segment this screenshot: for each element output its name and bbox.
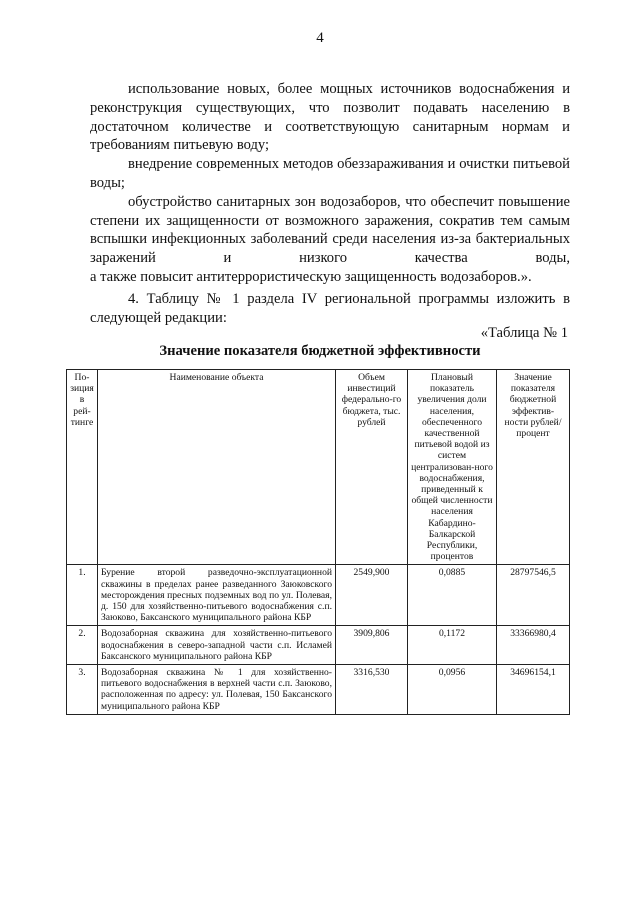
table-row [67, 665, 570, 715]
table-title: Значение показателя бюджетной эффективности [159, 343, 481, 359]
table-header-row [67, 370, 570, 565]
cell-position: 1. [67, 565, 98, 626]
efficiency-table [66, 369, 570, 715]
cell-position: 2. [67, 626, 98, 665]
cell-investment: 3909,806 [336, 626, 408, 665]
cell-object-name: Бурение второй разведочно-эксплуатационной скважины в пределах ранее разведанного Заюковского месторождения пресных подземных вод по ул. Полевая, д. 150 для хозяйственно-питьевого водоснабжения с.п. Заюково, Баксанского муниципального района КБР [98, 565, 336, 626]
cell-object-name: Водозаборная скважина для хозяйственно-питьевого водоснабжения в северо-западной части с.п. Исламей Баксанского муниципального района КБР [98, 626, 336, 665]
cell-indicator: 0,0956 [408, 665, 497, 715]
header-indicator: Плановый показатель увеличения доли населения, обеспеченного качественной питьевой водой из систем централизован-ного водоснабжения, приведенный к общей численности населения Кабардино-Балкарской Республики, процентов [408, 370, 497, 565]
header-efficiency: Значение показателя бюджетной эффектив-ности рублей/ процент [497, 370, 570, 565]
cell-efficiency: 28797546,5 [497, 565, 570, 626]
cell-efficiency: 34696154,1 [497, 665, 570, 715]
cell-investment: 3316,530 [336, 665, 408, 715]
cell-position: 3. [67, 665, 98, 715]
cell-indicator: 0,1172 [408, 626, 497, 665]
paragraph-antiterror: а также повысит антитеррористическую защищенность водозаборов.». [90, 268, 532, 285]
page-number: 4 [316, 30, 324, 46]
header-position: По-зиция в рей-тинге [67, 370, 98, 565]
paragraph-sanitary-zones: обустройство санитарных зон водозаборов, что обеспечит повышение степени их защищенности от возможного заражения, сократив тем самым вспышки инфекционных заболеваний среди населения из-за бактериальных заражений и низкого качества воды, [90, 193, 570, 267]
header-object-name: Наименование объекта [98, 370, 336, 565]
cell-object-name: Водозаборная скважина № 1 для хозяйственно-питьевого водоснабжения в верхней части с.п. Заюково, расположенная по адресу: ул. Полевая, 150 Баксанского муниципального района КБР [98, 665, 336, 715]
table-reference: «Таблица № 1 [480, 325, 568, 341]
body-text [90, 80, 570, 287]
cell-investment: 2549,900 [336, 565, 408, 626]
table-row [67, 565, 570, 626]
item-4-paragraph: 4. Таблицу № 1 раздела IV региональной программы изложить в следующей редакции: [90, 291, 570, 326]
table-row [67, 626, 570, 665]
item-4-text [90, 290, 570, 328]
cell-efficiency: 33366980,4 [497, 626, 570, 665]
paragraph-disinfection: внедрение современных методов обеззараживания и очистки питьевой воды; [90, 156, 570, 191]
header-investment: Объем инвестиций федерально-го бюджета, тыс. рублей [336, 370, 408, 565]
paragraph-water-sources: использование новых, более мощных источников водоснабжения и реконструкция существующих, что позволит подавать населению в достаточном количестве и соответствующую санитарным нормам и требованиям питьевую воду; [90, 81, 570, 154]
cell-indicator: 0,0885 [408, 565, 497, 626]
